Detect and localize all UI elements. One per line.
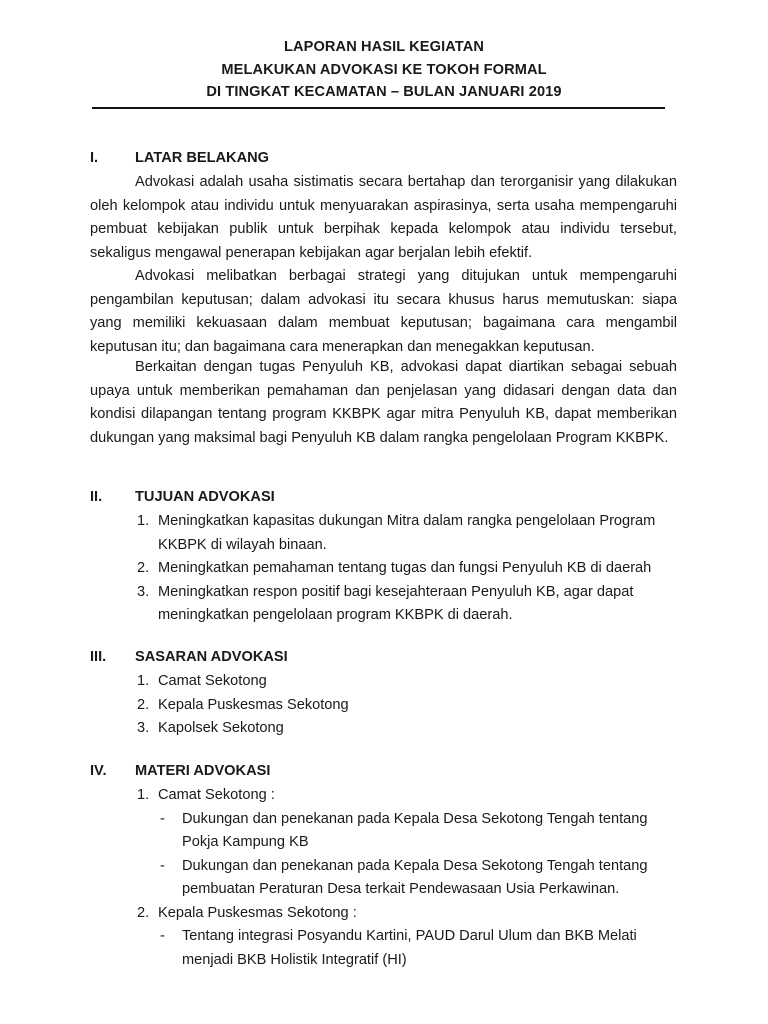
section-number: II. <box>90 489 103 505</box>
list-item <box>90 717 680 741</box>
section-number: I. <box>90 150 99 166</box>
dash-marker: - <box>160 857 165 874</box>
list-text: Meningkatkan pemahaman tentang tugas dan fungsi Penyuluh KB di daerah <box>158 560 652 576</box>
section-title: TUJUAN ADVOKASI <box>135 489 275 505</box>
paragraph-text: Berkaitan dengan tugas Penyuluh KB, advokasi dapat diartikan sebagai sebuah upaya untuk memberikan pemahaman dan penjelasan yang didasari dengan data dan kondisi dilapangan tentang program KKBPK agar mitra Penyuluh KB, dapat memberikan dukungan yang maksimal bagi Penyuluh KB dalam rangka pengelolaan Program KKBPK. <box>90 359 677 446</box>
list-text: Camat Sekotong <box>158 673 267 689</box>
list-number: 1. <box>137 673 150 689</box>
list-item <box>90 784 680 808</box>
materi-list <box>90 784 680 972</box>
report-header <box>0 36 768 104</box>
list-text: Camat Sekotong : <box>158 787 275 803</box>
list-item <box>90 694 680 718</box>
header-title-line-1: LAPORAN HASIL KEGIATAN <box>283 39 485 55</box>
section-title: LATAR BELAKANG <box>135 150 270 166</box>
sub-list-text: Dukungan dan penekanan pada Kepala Desa Sekotong Tengah tentang Pokja Kampung KB <box>182 810 648 850</box>
sub-list-text: Tentang integrasi Posyandu Kartini, PAUD Darul Ulum dan BKB Melati menjadi BKB Holistik Integratif (HI) <box>182 928 637 968</box>
section-number: III. <box>90 649 107 665</box>
list-item <box>90 510 680 557</box>
paragraph-3 <box>90 356 677 450</box>
header-divider <box>92 107 665 109</box>
tujuan-list <box>90 510 680 628</box>
header-title-line-3: DI TINGKAT KECAMATAN – BULAN JANUARI 2019 <box>206 84 562 100</box>
dash-marker: - <box>160 928 165 944</box>
section-title: MATERI ADVOKASI <box>135 763 271 779</box>
list-number: 3. <box>137 583 150 600</box>
sub-list-item <box>90 808 680 855</box>
paragraph-1 <box>90 171 677 265</box>
list-item <box>90 670 680 694</box>
section-number: IV. <box>90 763 107 779</box>
sub-list-item <box>90 855 680 902</box>
header-title-line-2: MELAKUKAN ADVOKASI KE TOKOH FORMAL <box>221 61 547 78</box>
list-item <box>90 581 680 628</box>
sub-list-item <box>90 925 680 972</box>
list-number: 2. <box>137 904 150 921</box>
section-title: SASARAN ADVOKASI <box>135 649 288 665</box>
list-text: Meningkatkan respon positif bagi kesejahteraan Penyuluh KB, agar dapat meningkatkan pengelolaan program KKBPK di daerah. <box>158 583 634 623</box>
list-text: Kepala Puskesmas Sekotong : <box>158 904 357 921</box>
list-number: 2. <box>137 560 150 576</box>
list-item <box>90 557 680 581</box>
list-number: 3. <box>137 720 150 736</box>
dash-marker: - <box>160 810 165 827</box>
list-number: 1. <box>137 513 150 529</box>
paragraph-text: Advokasi adalah usaha sistimatis secara bertahap dan terorganisir yang dilakukan oleh kelompok atau individu untuk menyuarakan aspirasinya, serta usaha mempengaruhi pembuat kebijakan publik untuk berpihak kepada kelompok atau individu tersebut, sekaligus mengawal penerapan kebijakan agar berjalan lebih efektif. <box>90 174 677 261</box>
list-text: Meningkatkan kapasitas dukungan Mitra dalam rangka pengelolaan Program KKBPK di wilayah binaan. <box>158 513 656 553</box>
list-number: 2. <box>137 696 150 713</box>
paragraph-text: Advokasi melibatkan berbagai strategi yang ditujukan untuk mempengaruhi pengambilan keputusan; dalam advokasi itu secara khusus harus memutuskan: siapa yang memiliki kekuasaan dalam membuat keputusan; bagaimana cara mengambil keputusan itu; dan bagaimana cara menerapkan dan menegakkan keputusan. <box>90 268 677 355</box>
paragraph-2 <box>90 265 677 359</box>
list-text: Kepala Puskesmas Sekotong <box>158 696 349 713</box>
sub-list-text: Dukungan dan penekanan pada Kepala Desa Sekotong Tengah tentang pembuatan Peraturan Desa terkait Pendewasaan Usia Perkawinan. <box>182 857 648 897</box>
list-text: Kapolsek Sekotong <box>158 720 284 736</box>
list-number: 1. <box>137 787 150 803</box>
list-item <box>90 902 680 926</box>
sasaran-list <box>90 670 680 741</box>
